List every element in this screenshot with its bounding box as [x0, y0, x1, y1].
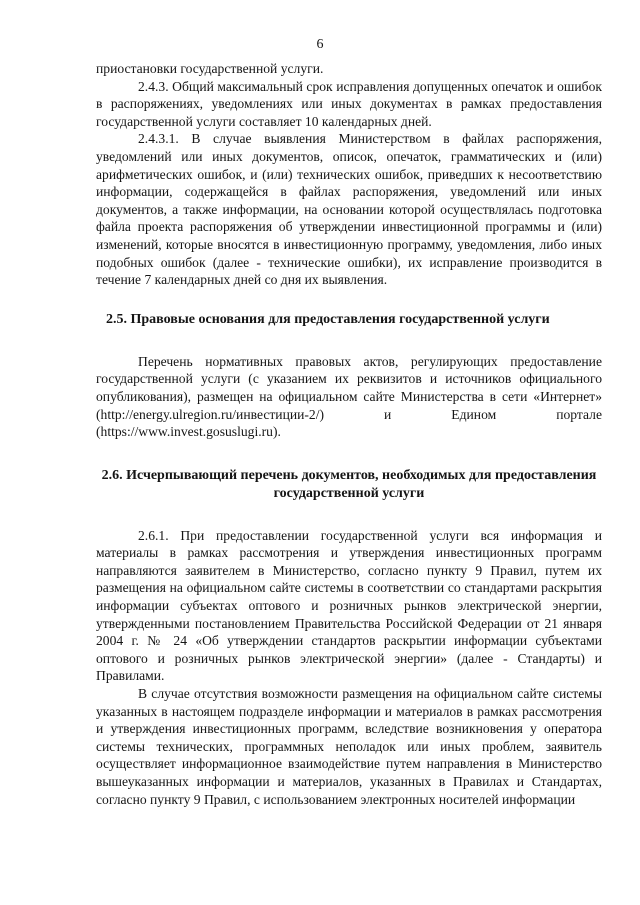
- section-heading-2-6: 2.6. Исчерпывающий перечень документов, необходимых для предоставления государственной услуги: [101, 467, 597, 501]
- paragraph-2-4-3: 2.4.3. Общий максимальный срок исправления допущенных опечаток и ошибок в распоряжениях, уведомлениях или иных документах в рамках предоставления государственной услуги составляет 10 календарных дней.: [96, 78, 602, 129]
- page-number: 6: [316, 37, 324, 52]
- paragraph-2-6-1: 2.6.1. При предоставлении государственной услуги вся информация и материалы в рамках рассмотрения и утверждения инвестиционных программ направляются заявителем в Министерство, согласно пункту 9 Правил, путем их размещения на официальном сайте системы в соответствии со стандартами раскрытия информации субъектах оптового и розничных рынков электрической энергии, утвержденными постановлением Правительства Российской Федерации от 21 января 2004 г. № 24 «Об утверждении стандартов раскрытии информации субъектами оптового и розничных рынков электрической энергии» (далее - Стандарты) и Правилами.: [96, 527, 602, 684]
- paragraph-2-6-1-continued: В случае отсутствия возможности размещения на официальном сайте системы указанных в настоящем подразделе информации и материалов в рамках рассмотрения и утверждения инвестиционных программ, вследствие возникновения у оператора системы технических, программных неполадок или иных проблем, заявитель осуществляет информационное взаимодействие путем направления в Министерство вышеуказанных информации и материалов, указанных в Правилах и Стандартах, согласно пункту 9 Правил, с использованием электронных носителей информации: [96, 686, 602, 807]
- paragraph-continuation: приостановки государственной услуги.: [96, 61, 324, 76]
- document-body: [96, 60, 602, 808]
- section-heading-2-5: 2.5. Правовые основания для предоставления государственной услуги: [106, 311, 550, 327]
- paragraph-2-5: Перечень нормативных правовых актов, регулирующих предоставление государственной услуги (с указанием их реквизитов и источников официального опубликования), размещен на официальном сайте Министерства в сети «Интернет» (http://energy.ulregion.ru/инвестиции-2/) и Едином портале (https://www.invest.gosuslugi.ru).: [96, 353, 602, 440]
- paragraph-2-4-3-1: 2.4.3.1. В случае выявления Министерством в файлах распоряжения, уведомлений или иных документов, описок, опечаток, грамматических и (или) арифметических ошибок, и (или) технических ошибок, приведших к несоответствию информации, содержащейся в файлах распоряжения, уведомлений или иных документов, а также информации, на основании которой осуществлялась подготовка файла проекта распоряжения об утверждении инвестиционной программы и (или) изменений, которые вносятся в инвестиционную программу, уведомления, либо иных подобных ошибок (далее - технические ошибки), их исправление производится в течение 7 календарных дней со дня их выявления.: [96, 131, 602, 288]
